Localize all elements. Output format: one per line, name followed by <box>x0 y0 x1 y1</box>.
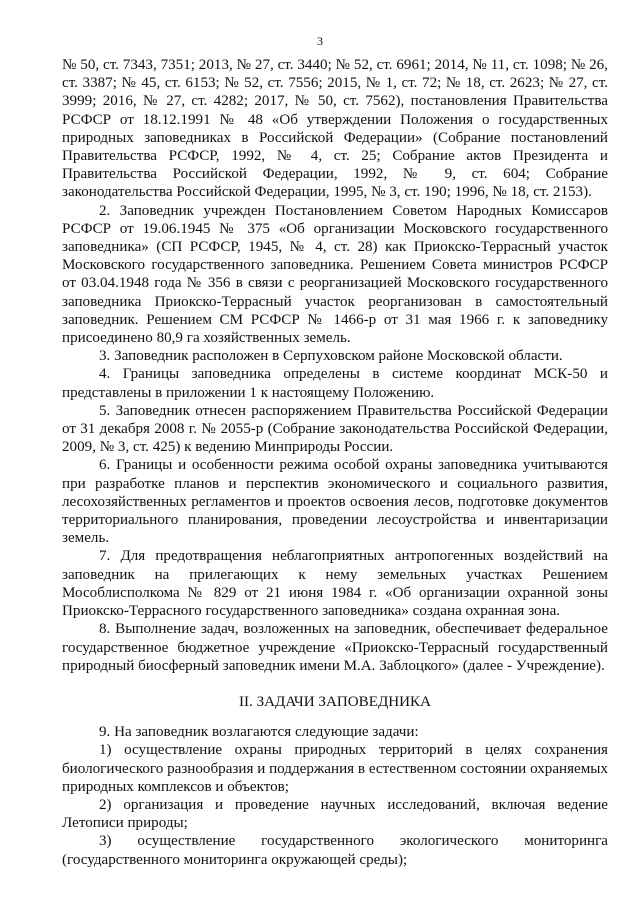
page-number: 3 <box>317 34 323 48</box>
document-body <box>62 56 608 869</box>
paragraph-4-boundaries: 4. Границы заповедника определены в системе координат МСК-50 и представлены в приложении 1 к настоящему Положению. <box>62 366 608 401</box>
paragraph-8-institution: 8. Выполнение задач, возложенных на заповедник, обеспечивает федеральное государственное бюджетное учреждение «Приокско-Террасный государственный природный биосферный заповедник имени М.А. Заблоцкого» (далее - Учреждение). <box>62 621 608 674</box>
paragraph-legal-references: № 50, ст. 7343, 7351; 2013, № 27, ст. 3440; № 52, ст. 6961; 2014, № 11, ст. 1098; № 26, ст. 3387; № 45, ст. 6153; № 52, ст. 7556; 2015, № 1, ст. 72; № 18, ст. 2623; № 27, ст. 3999; 2016, № 27, ст. 4282; 2017, № 50, ст. 7562), постановления Правительства РСФСР от 18.12.1991 № 48 «Об утверждении Положения о государственных природных заповедниках в Российской Федерации» (Собрание постановлений Правительства РСФСР, 1992, № 4, ст. 25; Собрание актов Президента и Правительства Российской Федерации, 1992, № 9, ст. 604; Собрание законодательства Российской Федерации, 1995, № 3, ст. 190; 1996, № 18, ст. 2153). <box>62 57 608 201</box>
section-title: II. ЗАДАЧИ ЗАПОВЕДНИКА <box>238 693 432 710</box>
paragraph-5-jurisdiction: 5. Заповедник отнесен распоряжением Правительства Российской Федерации от 31 декабря 2008 г. № 2055-р (Собрание законодательства Российской Федерации, 2009, № 3, ст. 425) к ведению Минприроды России. <box>62 402 608 456</box>
paragraph-9-tasks-intro: 9. На заповедник возлагаются следующие задачи: <box>99 724 419 741</box>
task-item-2: 2) организация и проведение научных исследований, включая ведение Летописи природы; <box>62 796 608 832</box>
task-item-1: 1) осуществление охраны природных территорий в целях сохранения биологического разнообразия и поддержания в естественном состоянии охраняемых природных комплексов и объектов; <box>62 742 608 795</box>
paragraph-3-location: 3. Заповедник расположен в Серпуховском районе Московской области. <box>99 348 563 365</box>
task-item-3: 3) осуществление государственного экологического мониторинга (государственного мониторинга окружающей среды); <box>62 833 608 868</box>
paragraph-6-planning: 6. Границы и особенности режима особой охраны заповедника учитываются при разработке планов и перспектив экономического и социального развития, лесохозяйственных регламентов и проектов освоения лесов, подготовке документов территориального планирования, проведении лесоустройства и инвентаризации земель. <box>62 457 608 547</box>
paragraph-2-establishment: 2. Заповедник учрежден Постановлением Советом Народных Комиссаров РСФСР от 19.06.1945 № 375 «Об организации Московского государственного заповедника» (СП РСФСР, 1945, № 4, ст. 28) как Приокско-Террасный участок Московского государственного заповедника. Решением Совета министров РСФСР от 03.04.1948 года № 356 в связи с реорганизацией Московского государственного заповедника Приокско-Террасный участок реорганизован в самостоятельный заповедник. Решением СМ РСФСР № 1466-р от 31 мая 1966 г. к заповеднику присоединено 80,9 га хозяйственных земель. <box>62 202 608 347</box>
paragraph-7-protection-zone: 7. Для предотвращения неблагоприятных антропогенных воздействий на заповедник на прилегающих к нему земельных участках Решением Мособлисполкома № 829 от 21 июня 1984 г. «Об организации охранной зоны Приокско-Террасного государственного заповедника» создана охранная зона. <box>62 548 608 620</box>
